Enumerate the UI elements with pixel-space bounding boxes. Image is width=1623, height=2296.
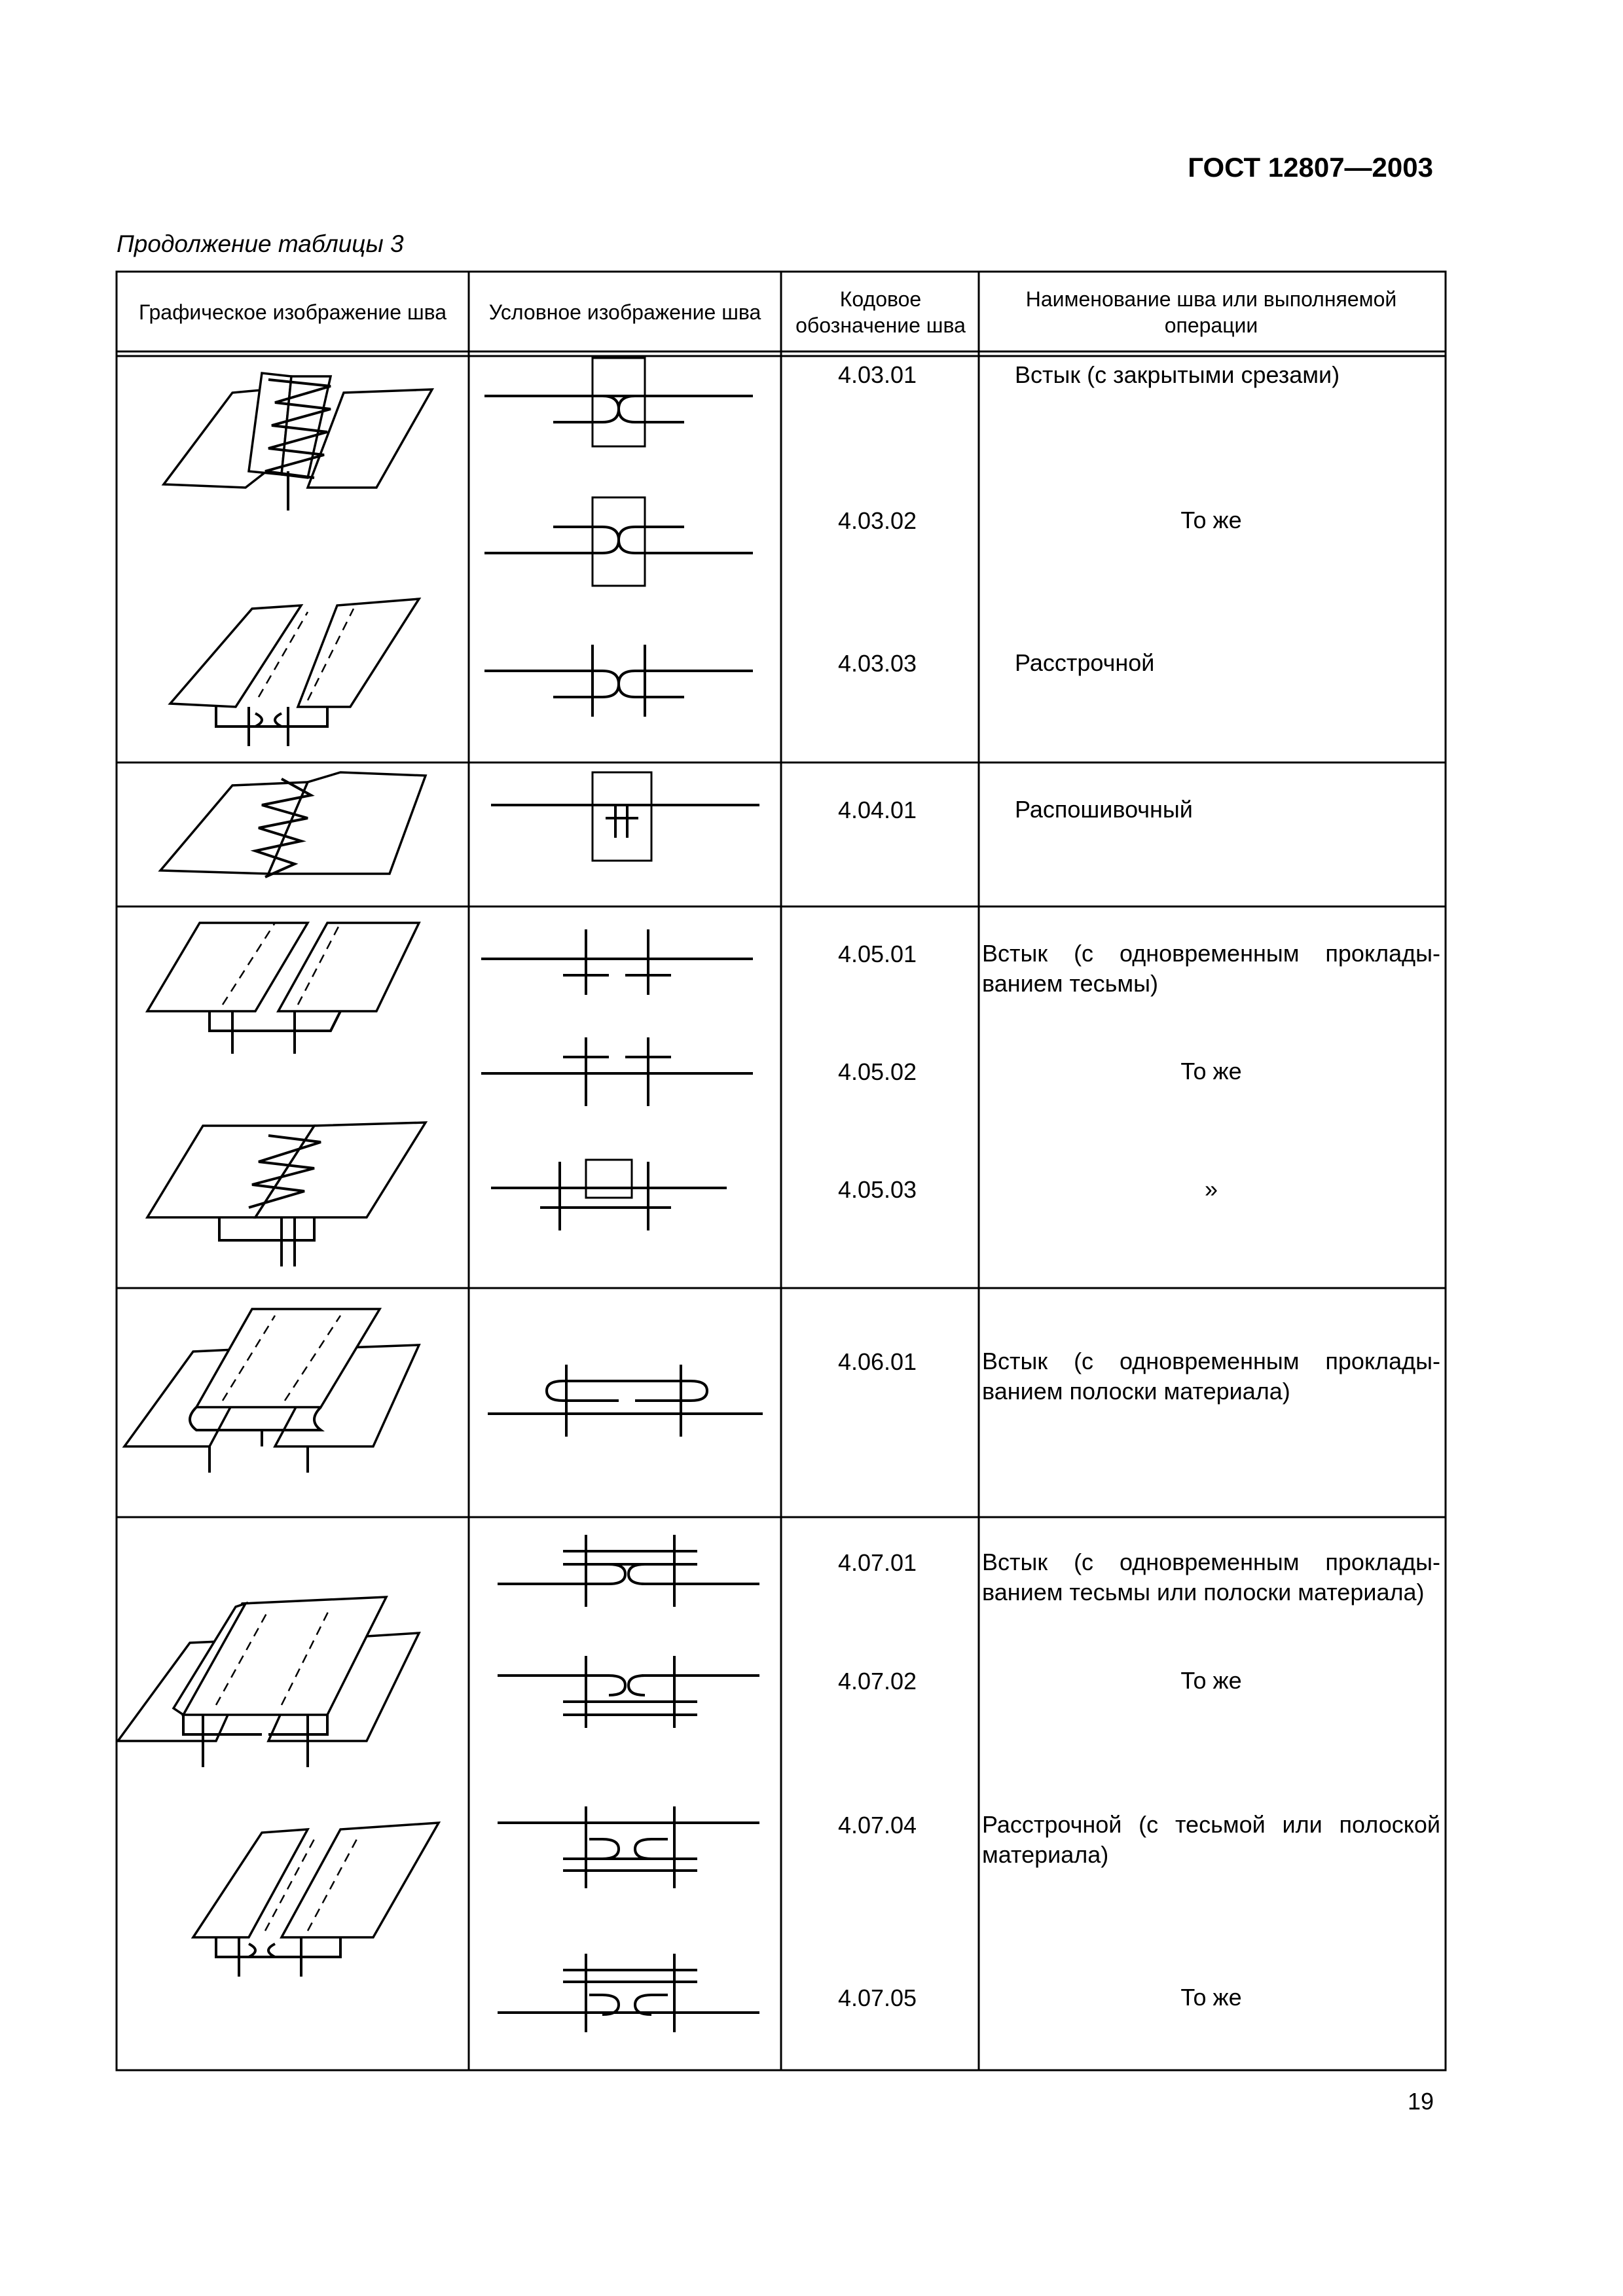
row-code: 4.05.01 — [837, 941, 917, 967]
symbol-4-05-02 — [481, 1037, 753, 1106]
row-name: Встык (с одновременным проклады-ванием тесьмы) — [982, 940, 1440, 997]
row-code: 4.07.04 — [837, 1812, 917, 1839]
row-name: То же — [1180, 1058, 1242, 1085]
standard-number: ГОСТ 12807—2003 — [1188, 152, 1433, 183]
row-code: 4.07.01 — [837, 1549, 917, 1576]
row-code: 4.03.03 — [837, 650, 917, 677]
row-name: То же — [1180, 1984, 1242, 2011]
symbol-4-07-01 — [498, 1535, 759, 1607]
symbol-4-03-03 — [484, 645, 753, 717]
row-name: Встык (с закрытыми срезами) — [1015, 361, 1340, 388]
row-code: 4.07.05 — [837, 1984, 917, 2011]
symbol-4-06-01 — [488, 1365, 763, 1437]
row-code: 4.03.01 — [837, 361, 917, 388]
row-name: » — [1204, 1175, 1218, 1202]
row-name: Расстрочной (с тесьмой или полоской материала) — [982, 1811, 1440, 1868]
symbol-4-07-05 — [498, 1954, 759, 2032]
symbol-4-05-03 — [491, 1160, 727, 1230]
row-name: Встык (с одновременным проклады-ванием тесьмы или полоски материала) — [982, 1549, 1440, 1605]
symbol-4-07-02 — [498, 1656, 759, 1728]
row-name: Распошивочный — [1015, 796, 1193, 823]
symbol-4-04-01 — [491, 772, 759, 861]
row-code: 4.07.02 — [837, 1668, 917, 1695]
row-name: То же — [1180, 507, 1242, 533]
col-header-name: Наименование шва или выполняемой операции — [1025, 287, 1397, 337]
row-code: 4.05.02 — [837, 1058, 917, 1085]
symbol-4-05-01 — [481, 929, 753, 995]
row-name: Встык (с одновременным проклады-ванием полоски материала) — [982, 1348, 1440, 1405]
symbol-4-03-02 — [484, 497, 753, 586]
page-number: 19 — [1408, 2088, 1434, 2115]
row-code: 4.05.03 — [837, 1176, 917, 1203]
col-header-code: Кодовое обозначение шва — [795, 287, 966, 337]
symbol-4-03-01 — [484, 358, 753, 446]
table-caption: Продолжение таблицы 3 — [117, 230, 404, 257]
row-name: То же — [1180, 1667, 1242, 1694]
row-name: Расстрочной — [1015, 649, 1155, 676]
col-header-symbol: Условное изображение шва — [488, 300, 761, 324]
symbol-4-07-04 — [498, 1806, 759, 1888]
row-code: 4.06.01 — [837, 1348, 917, 1375]
row-code: 4.04.01 — [837, 797, 917, 823]
row-code: 4.03.02 — [837, 507, 917, 534]
col-header-graphic: Графическое изображение шва — [138, 300, 447, 324]
